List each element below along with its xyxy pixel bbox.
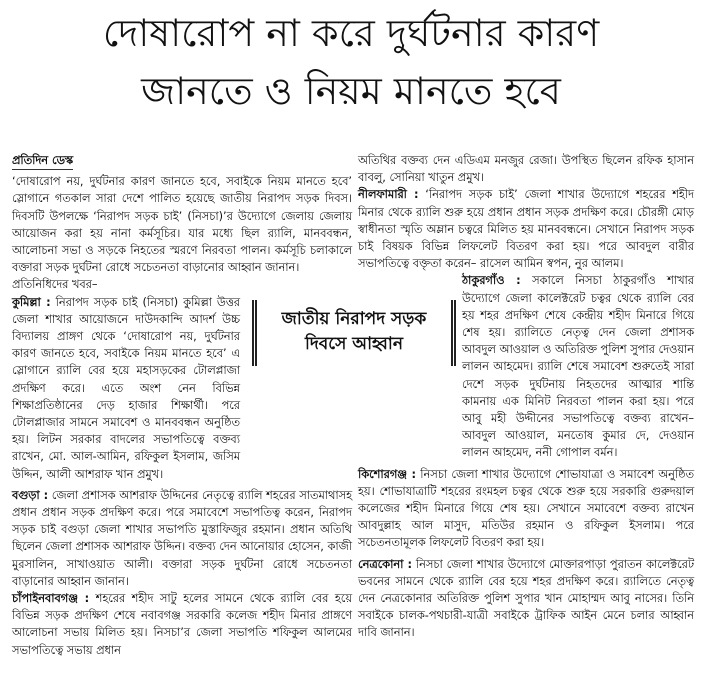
chapai-text: শহরের শহীদ সাটু হলের সামনে থেকে র‌্যালি বের হয়ে বিভিন্ন সড়ক প্রদক্ষিণ শেষে নবাবগঞ্জ সরকারি কলেজ শহীদ মিনার প্রাঙ্গণে আলোচনা সভায় মিলিত হয়। নিসচা’র জেলা সভাপতি শফিকুল আলমের সভাপতিত্বে সভায় প্রধান	[12, 592, 352, 657]
netrokona-label: নেত্রকোনা :	[358, 557, 413, 571]
right-column	[358, 152, 694, 642]
netrokona-text: নিসচা জেলা শাখার উদ্যোগে মোক্তারপাড়া পুরাতন কালেক্টরেট ভবনের সামনে থেকে র‌্যালি বের হয়ে শহর প্রদক্ষিণ করে। র‌্যালিতে নেতৃত্ব দেন নেত্রকোনার অতিরিক্ত পুলিশ সুপার খান মোহাম্মদ আবু নাসের। তিনি সবাইকে চালক-পথচারী-যাত্রী সবাইকে ট্রাফিক আইন মেনে চলার আহ্বান দাবি জানান।	[358, 557, 694, 640]
chapai-label: চাঁপাইনবাবগঞ্জ :	[12, 592, 90, 606]
kishoreganj-paragraph	[358, 466, 694, 552]
bogura-paragraph	[12, 487, 352, 590]
reporters-label: প্রতিনিধিদের খবর–	[12, 278, 98, 292]
netrokona-paragraph	[358, 556, 694, 642]
nilphamari-label: নীলফামারী :	[358, 188, 419, 202]
nilphamari-paragraph	[358, 186, 694, 272]
bogura-text: জেলা প্রশাসক আশরাফ উদ্দিনের নেতৃত্বে র‌্যালি শহরের সাতমাথাসহ প্রধান প্রধান সড়ক প্রদক্ষিণ করে। পরে সমাবেশে সভাপতিত্ব করেন, নিরাপদ সড়ক চাই বগুড়া জেলা শাখার সভাপতি মুস্তাফিজুর রহমান। প্রধান অতিথি ছিলেন জেলা প্রশাসক আশরাফ উদ্দিন। বক্তব্য দেন আনোয়ার হোসেন, কাজী মুরসালিন, সাখাওয়াত আলী। বক্তারা সড়ক দুর্ঘটনা রোধে সচেতনতা বাড়ানোর আহ্বান জানান।	[12, 488, 353, 588]
comilla-label: কুমিল্লা :	[12, 295, 51, 309]
headline	[0, 4, 702, 120]
continued-paragraph: অতিথির বক্তব্য দেন এডিএম মনজুর রেজা। উপস্থিত ছিলেন রফিক হাসান বাবলু, সোনিয়া খাতুন প্রমুখ।	[358, 154, 694, 185]
headline-line-1: দোষারোপ না করে দুর্ঘটনার কারণ	[102, 11, 600, 55]
nilphamari-text: ‘নিরাপদ সড়ক চাই’ জেলা শাখার উদ্যোগে শহরের শহীদ মিনার থেকে র‌্যালি শুরু হয়ে প্রধান প্রধান সড়ক প্রদক্ষিণ করে। চৌরঙ্গী মোড় স্বাধীনতা স্মৃতি অম্লান চত্বরে মিলিত হয় মানববন্ধনে। সেখানে নিরাপদ সড়ক চাই বিষয়ক বিভিন্ন লিফলেট বিতরণ করা হয়। পরে আবদুল বারীর সভাপতিত্বে বক্তৃতা করেন– রাসেল আমিন স্বপন, নুর আলম।	[358, 188, 694, 271]
headline-line-2: জানতে ও নিয়ম মানতে হবে	[141, 69, 561, 113]
pull-quote-line-1: জাতীয় নিরাপদ সড়ক	[281, 309, 427, 329]
thakurgaon-text: সকালে নিসচা ঠাকুরগাঁও শাখার উদ্যোগে জেলা কালেক্টরেট চত্বর থেকে র‌্যালি বের হয় শহর প্রদক্ষিণ শেষে কেন্দ্রীয় শহীদ মিনারে গিয়ে শেষ হয়। র‌্যালিতে নেতৃত্ব দেন জেলা প্রশাসক আবদুল আওয়াল ও অতিরিক্ত পুলিশ সুপার দেওয়ান লালন আহমেদ। র‌্যালি শেষে সমাবেশ শুরুতেই সারা দেশে সড়ক দুর্ঘটনায় নিহতদের আত্মার শান্তি কামনায় এক মিনিট নিরবতা পালন করা হয়। পরে আবু মহী উদ্দীনের সভাপতিত্বে বক্তব্য রাখেন– আবদুল আওয়াল, মনতোষ কুমার দে, দেওয়ান লালন আহমেদ, ননী গোপাল বর্মন।	[462, 274, 694, 460]
kishoreganj-text: নিসচা জেলা শাখার উদ্যোগে শোভাযাত্রা ও সমাবেশ অনুষ্ঠিত হয়। শোভাযাত্রাটি শহরের রংমহল চত্বর থেকে শুরু হয়ে সরকারি গুরুদয়াল কলেজের শহীদ মিনারে গিয়ে শেষ হয়। সেখানে সমাবেশে বক্তব্য রাখেন আবদুল্লাহ আল মাসুদ, মতিউর রহমান ও রফিকুল ইসলাম। পরে সচেতনতামূলক লিফলেট বিতরণ করা হয়।	[358, 467, 694, 550]
comilla-text: নিরাপদ সড়ক চাই (নিসচা) কুমিল্লা উত্তর জেলা শাখার আয়োজনে দাউদকান্দি আদর্শ উচ্চ বিদ্যালয় প্রাঙ্গণ থেকে ‘দোষারোপ নয়, দুর্ঘটনার কারণ জানতে হবে, সবাইকে নিয়ম মানতে হবে’ এ স্লোগানে র‌্যালি বের হয়ে মহাসড়কের টোলপ্লাজা প্রদক্ষিণ করে। এতে অংশ নেন বিভিন্ন শিক্ষাপ্রতিষ্ঠানের দেড় হাজার শিক্ষার্থী। পরে টোলপ্লাজার সামনে সমাবেশ ও মানববন্ধন অনুষ্ঠিত হয়। লিটন সরকার বাদলের সভাপতিত্বে বক্তব্য রাখেন, মো. আল-আমিন, রফিকুল ইসলাম, জসিম উদ্দিন, আলী আশরাফ খান প্রমুখ।	[12, 295, 241, 481]
bogura-label: বগুড়া :	[12, 488, 49, 502]
chapai-paragraph	[12, 590, 352, 659]
thakurgaon-label: ঠাকুরগাঁও :	[462, 274, 521, 288]
pull-quote-box	[252, 300, 456, 366]
byline: প্রতিদিন ডেস্ক	[12, 152, 73, 170]
pull-quote-line-2: দিবসে আহ্বান	[304, 334, 403, 354]
left-column	[12, 152, 352, 659]
intro-paragraph: ‘দোষারোপ নয়, দুর্ঘটনার কারণ জানতে হবে, সবাইকে নিয়ম মানতে হবে’ স্লোগানে গতকাল সারা দেশে পালিত হয়েছে জাতীয় নিরাপদ সড়ক দিবস। দিবসটি উপলক্ষে ‘নিরাপদ সড়ক চাই’ (নিসচা)’র উদ্যোগে জেলায় জেলায় আয়োজন করা হয় নানা কর্মসূচির। যার মধ্যে ছিল র‌্যালি, মানববন্ধন, আলোচনা সভা ও সড়কে নিহতের স্মরণে নিরবতা পালন। কর্মসূচি চলাকালে বক্তারা সড়ক দুর্ঘটনা রোধে সচেতনতা বাড়ানোর আহ্বান জানান।	[12, 175, 352, 275]
kishoreganj-label: কিশোরগঞ্জ :	[358, 467, 417, 481]
